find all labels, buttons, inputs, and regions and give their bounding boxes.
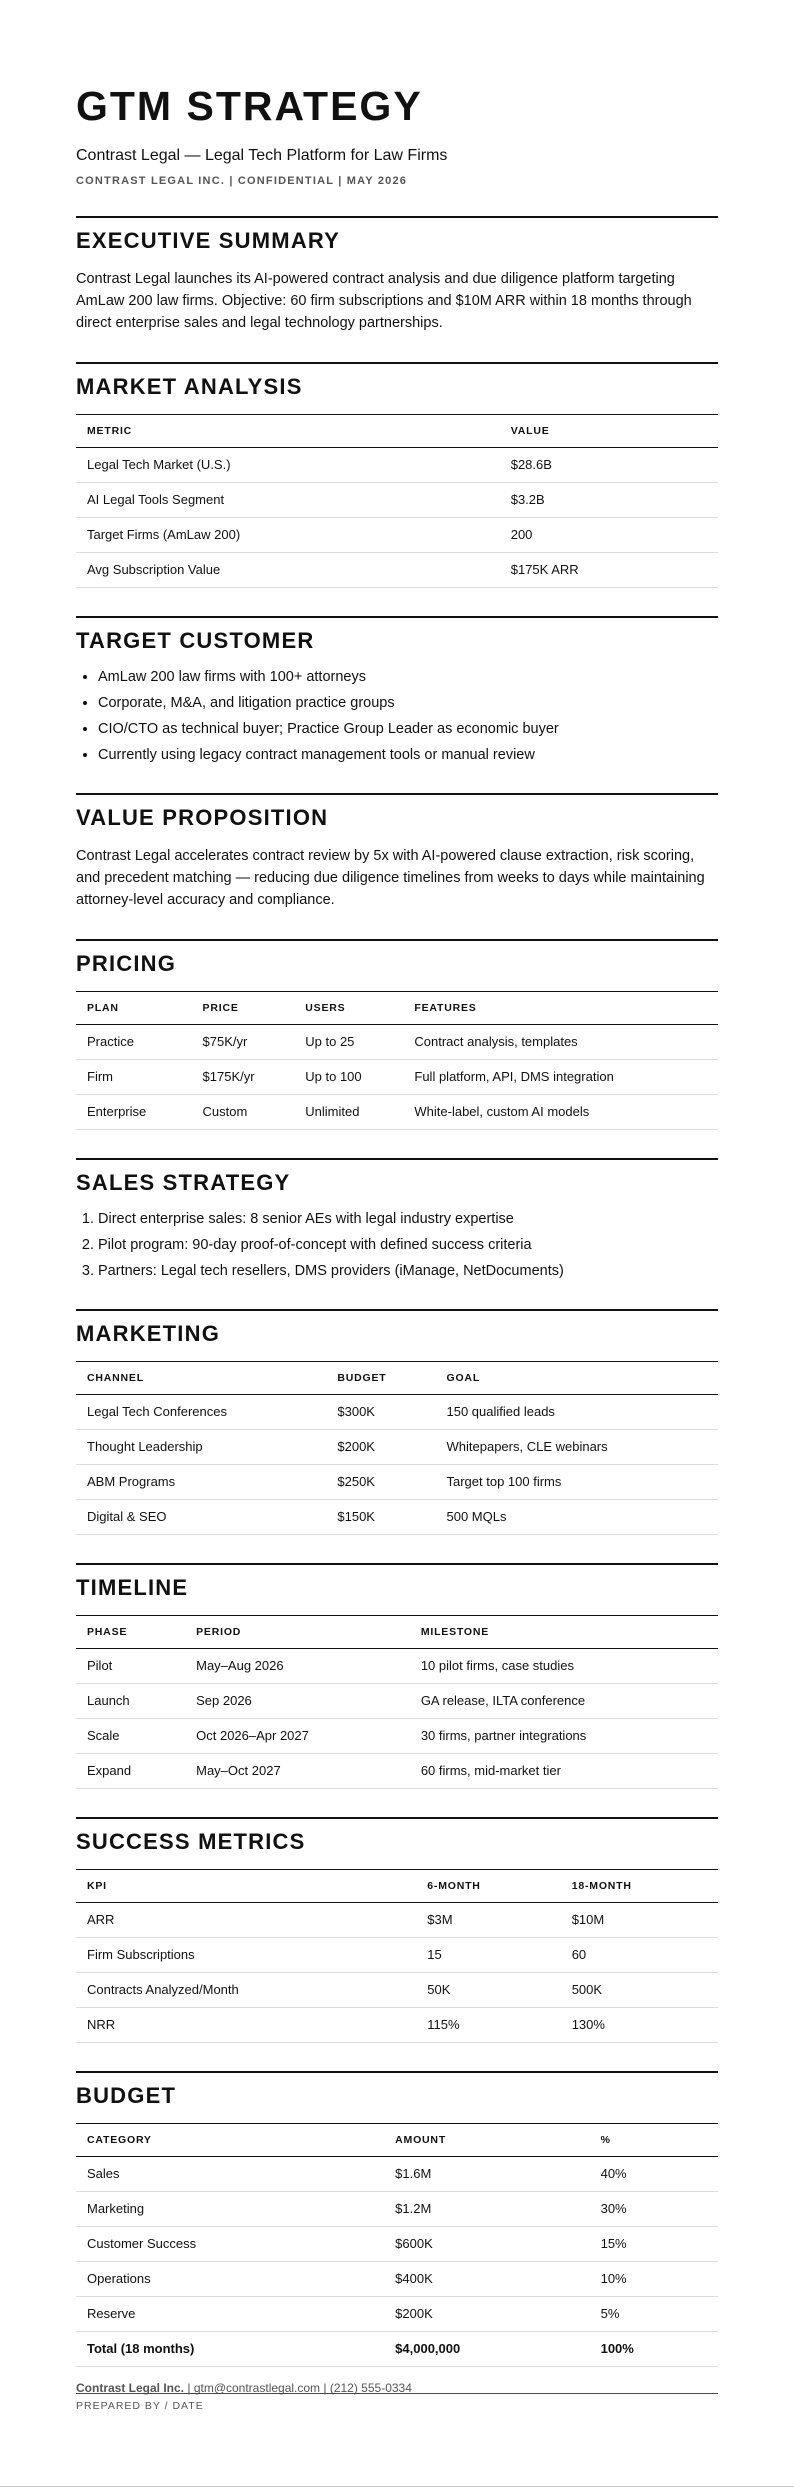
- table-cell: Expand: [76, 1754, 185, 1789]
- table-cell: Up to 25: [294, 1025, 403, 1060]
- table-cell: Whitepapers, CLE webinars: [436, 1430, 719, 1465]
- table-cell: 40%: [590, 2157, 718, 2192]
- table-row: [76, 2157, 718, 2192]
- table-cell: 60: [561, 1938, 718, 1973]
- table-row: [76, 1973, 718, 2008]
- table-cell: $175K/yr: [192, 1060, 295, 1095]
- table-cell: $300K: [326, 1395, 435, 1430]
- list-item: 1. Direct enterprise sales: 8 senior AEs with legal industry expertise: [98, 1210, 718, 1229]
- table-cell: $1.2M: [384, 2192, 589, 2227]
- list-item: • AmLaw 200 law firms with 100+ attorneys: [98, 668, 718, 687]
- document-meta: CONTRAST LEGAL INC. | CONFIDENTIAL | MAY 2026: [76, 175, 408, 187]
- table-row: [76, 1465, 718, 1500]
- table-cell: 15%: [590, 2227, 718, 2262]
- list-item: 2. Pilot program: 90-day proof-of-concept with defined success criteria: [98, 1236, 718, 1255]
- table-row: [76, 1025, 718, 1060]
- table-row: [76, 2227, 718, 2262]
- section-target-customer: [76, 616, 718, 765]
- table-cell: May–Oct 2027: [185, 1754, 410, 1789]
- section-heading: SALES STRATEGY: [76, 1170, 291, 1195]
- table-cell: White-label, custom AI models: [403, 1095, 718, 1130]
- table-header-cell: FEATURES: [403, 992, 718, 1025]
- table-cell: Unlimited: [294, 1095, 403, 1130]
- table-cell: Practice: [76, 1025, 192, 1060]
- table-cell: Legal Tech Conferences: [76, 1395, 326, 1430]
- table-row: [76, 1500, 718, 1535]
- table-row: [76, 1754, 718, 1789]
- table-cell: 115%: [416, 2008, 560, 2043]
- section-success-metrics: [76, 1817, 718, 2043]
- table-cell: May–Aug 2026: [185, 1649, 410, 1684]
- table-cell: $3M: [416, 1903, 560, 1938]
- table-header-cell: MILESTONE: [410, 1616, 718, 1649]
- table-header-cell: PRICE: [192, 992, 295, 1025]
- table-cell: Thought Leadership: [76, 1430, 326, 1465]
- table-cell: $200K: [326, 1430, 435, 1465]
- table-header-cell: PLAN: [76, 992, 192, 1025]
- table-cell: ARR: [76, 1903, 416, 1938]
- table-cell: 500K: [561, 1973, 718, 2008]
- list-item: • Corporate, M&A, and litigation practice groups: [98, 694, 718, 713]
- section-heading: EXECUTIVE SUMMARY: [76, 228, 341, 253]
- table-header-cell: 18-MONTH: [561, 1870, 718, 1903]
- table-cell: ABM Programs: [76, 1465, 326, 1500]
- section-heading: SUCCESS METRICS: [76, 1829, 306, 1854]
- table-cell: 50K: [416, 1973, 560, 2008]
- table-header-cell: PERIOD: [185, 1616, 410, 1649]
- table-header-cell: PHASE: [76, 1616, 185, 1649]
- table-row: [76, 1719, 718, 1754]
- section-heading: BUDGET: [76, 2083, 177, 2108]
- table-cell: NRR: [76, 2008, 416, 2043]
- table-cell: Digital & SEO: [76, 1500, 326, 1535]
- target-customer-list: [76, 668, 718, 765]
- table-cell: Custom: [192, 1095, 295, 1130]
- table-cell: $28.6B: [500, 448, 718, 483]
- table-cell: $600K: [384, 2227, 589, 2262]
- table-row: [76, 2008, 718, 2043]
- table-header-cell: AMOUNT: [384, 2124, 589, 2157]
- table-cell: Total (18 months): [76, 2332, 384, 2367]
- table-header-row: [76, 2124, 718, 2157]
- table-cell: 30%: [590, 2192, 718, 2227]
- section-market-analysis: [76, 362, 718, 588]
- section-executive-summary: [76, 216, 718, 334]
- section-pricing: [76, 939, 718, 1130]
- table-row: [76, 1684, 718, 1719]
- timeline-table: [76, 1615, 718, 1789]
- page-bottom-rule: [0, 2486, 794, 2487]
- section-heading: TARGET CUSTOMER: [76, 628, 315, 653]
- section-heading: TIMELINE: [76, 1575, 189, 1600]
- table-row: [76, 1395, 718, 1430]
- table-total-row: [76, 2332, 718, 2367]
- table-header-cell: CHANNEL: [76, 1362, 326, 1395]
- table-header-cell: %: [590, 2124, 718, 2157]
- table-cell: $150K: [326, 1500, 435, 1535]
- table-row: [76, 1060, 718, 1095]
- table-cell: 150 qualified leads: [436, 1395, 719, 1430]
- table-cell: Up to 100: [294, 1060, 403, 1095]
- table-cell: 15: [416, 1938, 560, 1973]
- table-row: [76, 1938, 718, 1973]
- section-heading: MARKET ANALYSIS: [76, 374, 303, 399]
- table-cell: AI Legal Tools Segment: [76, 483, 500, 518]
- table-cell: 100%: [590, 2332, 718, 2367]
- table-cell: Pilot: [76, 1649, 185, 1684]
- table-cell: Reserve: [76, 2297, 384, 2332]
- pricing-table: [76, 991, 718, 1130]
- table-cell: 10%: [590, 2262, 718, 2297]
- section-heading: PRICING: [76, 951, 177, 976]
- section-timeline: [76, 1563, 718, 1789]
- table-cell: $75K/yr: [192, 1025, 295, 1060]
- table-cell: Target top 100 firms: [436, 1465, 719, 1500]
- table-cell: Customer Success: [76, 2227, 384, 2262]
- table-row: [76, 2192, 718, 2227]
- table-cell: 200: [500, 518, 718, 553]
- table-cell: Enterprise: [76, 1095, 192, 1130]
- table-cell: Sep 2026: [185, 1684, 410, 1719]
- table-cell: 10 pilot firms, case studies: [410, 1649, 718, 1684]
- success-metrics-table: [76, 1869, 718, 2043]
- table-cell: 130%: [561, 2008, 718, 2043]
- section-marketing: [76, 1309, 718, 1535]
- table-cell: 30 firms, partner integrations: [410, 1719, 718, 1754]
- sales-strategy-list: [76, 1210, 718, 1281]
- list-item: • CIO/CTO as technical buyer; Practice Group Leader as economic buyer: [98, 720, 718, 739]
- table-row: [76, 1649, 718, 1684]
- table-cell: Avg Subscription Value: [76, 553, 500, 588]
- table-header-cell: 6-MONTH: [416, 1870, 560, 1903]
- table-row: [76, 483, 718, 518]
- list-item: 3. Partners: Legal tech resellers, DMS providers (iManage, NetDocuments): [98, 1262, 718, 1281]
- section-budget: [76, 2071, 718, 2367]
- table-row: [76, 1903, 718, 1938]
- table-cell: Scale: [76, 1719, 185, 1754]
- section-value-proposition: [76, 793, 718, 911]
- market-analysis-table: [76, 414, 718, 588]
- table-cell: Firm Subscriptions: [76, 1938, 416, 1973]
- table-cell: Contracts Analyzed/Month: [76, 1973, 416, 2008]
- table-header-cell: BUDGET: [326, 1362, 435, 1395]
- section-heading: VALUE PROPOSITION: [76, 805, 329, 830]
- section-sales-strategy: [76, 1158, 718, 1281]
- document-title: GTM STRATEGY: [76, 83, 423, 129]
- table-row: [76, 1430, 718, 1465]
- executive-summary-text: Contrast Legal launches its AI-powered contract analysis and due diligence platform targeting AmLaw 200 law firms. Objective: 60 firm subscriptions and $10M ARR within 18 months through direct enterprise sales and legal technology partnerships.: [76, 271, 692, 331]
- budget-table: [76, 2123, 718, 2367]
- table-cell: $400K: [384, 2262, 589, 2297]
- marketing-table: [76, 1361, 718, 1535]
- section-heading: MARKETING: [76, 1321, 221, 1346]
- table-cell: Firm: [76, 1060, 192, 1095]
- document-subtitle: Contrast Legal — Legal Tech Platform for Law Firms: [76, 147, 448, 164]
- table-row: [76, 518, 718, 553]
- table-header-cell: CATEGORY: [76, 2124, 384, 2157]
- table-header-row: [76, 415, 718, 448]
- table-row: [76, 2297, 718, 2332]
- table-cell: Oct 2026–Apr 2027: [185, 1719, 410, 1754]
- table-cell: Marketing: [76, 2192, 384, 2227]
- list-item: • Currently using legacy contract management tools or manual review: [98, 746, 718, 765]
- table-cell: $200K: [384, 2297, 589, 2332]
- table-cell: Sales: [76, 2157, 384, 2192]
- table-cell: $1.6M: [384, 2157, 589, 2192]
- table-header-cell: METRIC: [76, 415, 500, 448]
- value-proposition-text: Contrast Legal accelerates contract review by 5x with AI-powered clause extraction, risk scoring, and precedent matching — reducing due diligence timelines from weeks to days while maintaining attorney-level accuracy and compliance.: [76, 848, 705, 908]
- table-row: [76, 448, 718, 483]
- table-cell: 60 firms, mid-market tier: [410, 1754, 718, 1789]
- table-cell: Full platform, API, DMS integration: [403, 1060, 718, 1095]
- table-cell: $10M: [561, 1903, 718, 1938]
- table-cell: $250K: [326, 1465, 435, 1500]
- signature-line: PREPARED BY / DATE: [76, 2393, 718, 2412]
- footer-company: Contrast Legal Inc.: [76, 2381, 185, 2395]
- table-cell: Target Firms (AmLaw 200): [76, 518, 500, 553]
- table-cell: $4,000,000: [384, 2332, 589, 2367]
- table-header-row: [76, 992, 718, 1025]
- table-cell: $175K ARR: [500, 553, 718, 588]
- table-header-row: [76, 1616, 718, 1649]
- table-header-cell: GOAL: [436, 1362, 719, 1395]
- table-cell: Legal Tech Market (U.S.): [76, 448, 500, 483]
- table-cell: 500 MQLs: [436, 1500, 719, 1535]
- table-row: [76, 2262, 718, 2297]
- table-header-cell: USERS: [294, 992, 403, 1025]
- table-cell: Operations: [76, 2262, 384, 2297]
- table-row: [76, 1095, 718, 1130]
- footer-contact-details: | gtm@contrastlegal.com | (212) 555-0334: [184, 2381, 412, 2395]
- table-header-cell: KPI: [76, 1870, 416, 1903]
- table-header-row: [76, 1362, 718, 1395]
- table-cell: $3.2B: [500, 483, 718, 518]
- table-row: [76, 553, 718, 588]
- table-header-cell: VALUE: [500, 415, 718, 448]
- table-header-row: [76, 1870, 718, 1903]
- table-cell: GA release, ILTA conference: [410, 1684, 718, 1719]
- table-cell: Contract analysis, templates: [403, 1025, 718, 1060]
- table-cell: Launch: [76, 1684, 185, 1719]
- table-cell: 5%: [590, 2297, 718, 2332]
